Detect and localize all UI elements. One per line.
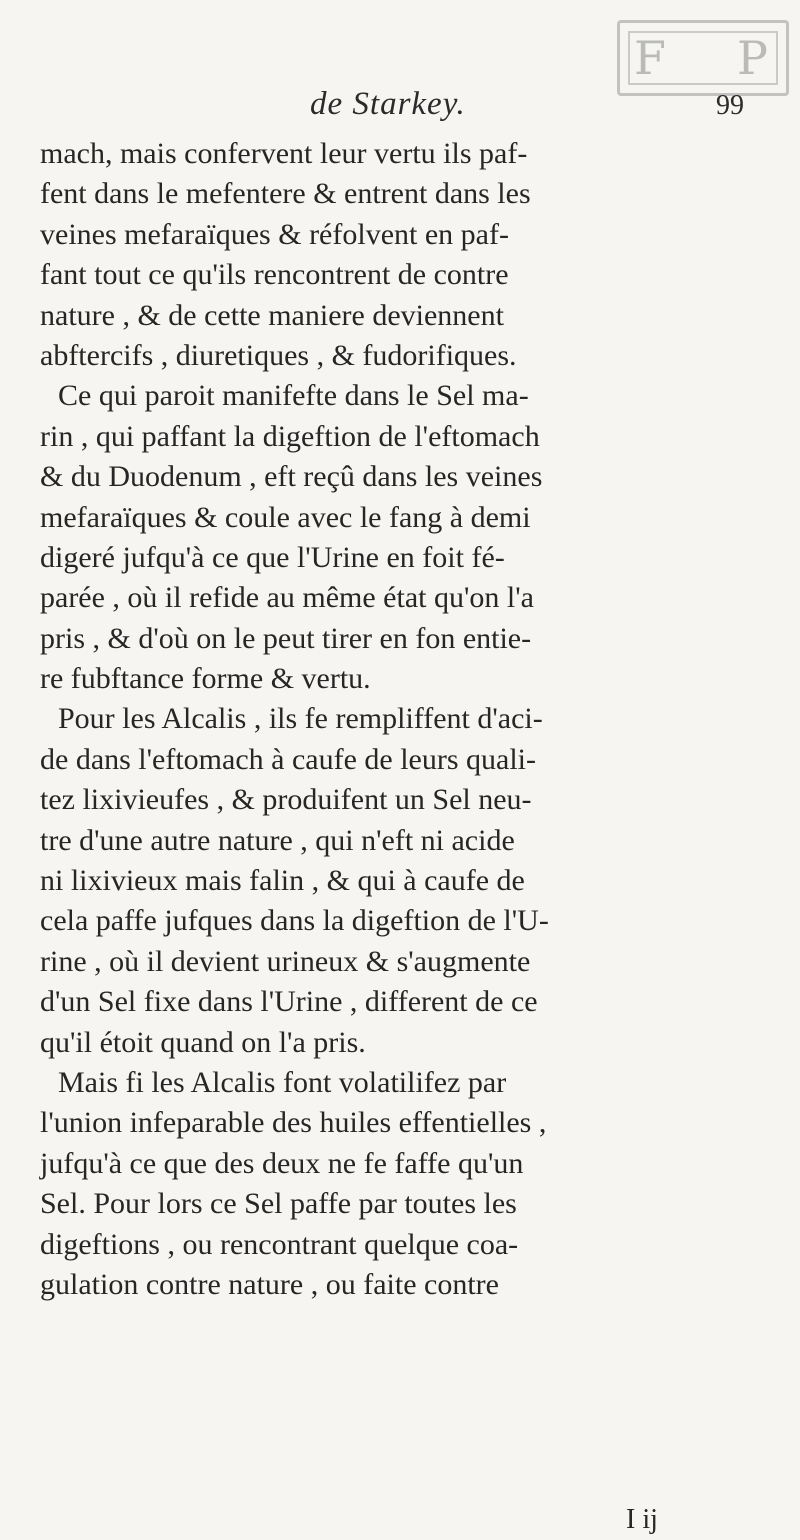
paragraph-start-line: Pour les Alcalis , ils fe rempliffent d'aci- bbox=[58, 702, 543, 736]
text-line: pris , & d'où on le peut tirer en fon entie- bbox=[40, 621, 532, 655]
text-line: digeré jufqu'à ce que l'Urine en foit fé- bbox=[40, 540, 505, 574]
text-line: tre d'une autre nature , qui n'eft ni acide bbox=[40, 823, 515, 857]
text-line: re fubftance forme & vertu. bbox=[40, 662, 371, 696]
text-line: Sel. Pour lors ce Sel paffe par toutes les bbox=[40, 1187, 517, 1221]
running-title: de Starkey. bbox=[310, 86, 466, 122]
text-line: & du Duodenum , eft reçû dans les veines bbox=[40, 460, 543, 494]
stamp-letter-right: P bbox=[737, 31, 768, 85]
body-text bbox=[40, 134, 780, 1305]
paragraph-start-line: Ce qui paroit manifefte dans le Sel ma- bbox=[58, 379, 529, 413]
text-line: mefaraïques & coule avec le fang à demi bbox=[40, 500, 531, 534]
text-line: mach, mais confervent leur vertu ils paf- bbox=[40, 137, 528, 170]
text-line: parée , où il refide au même état qu'on l'a bbox=[40, 581, 534, 615]
text-line: ni lixivieux mais falin , & qui à caufe de bbox=[40, 864, 525, 898]
library-stamp bbox=[617, 20, 789, 96]
text-line: abftercifs , diuretiques , & fudorifiques. bbox=[40, 338, 517, 372]
text-line: jufqu'à ce que des deux ne fe faffe qu'un bbox=[40, 1146, 524, 1180]
text-line: tez lixivieufes , & produifent un Sel neu- bbox=[40, 783, 532, 817]
running-head bbox=[0, 86, 800, 130]
text-line: gulation contre nature , ou faite contre bbox=[40, 1267, 499, 1301]
text-line: fant tout ce qu'ils rencontrent de contre bbox=[40, 258, 509, 292]
text-line: nature , & de cette maniere deviennent bbox=[40, 298, 504, 332]
text-line: rin , qui paffant la digeftion de l'eftomach bbox=[40, 419, 540, 453]
text-line: de dans l'eftomach à caufe de leurs quali- bbox=[40, 742, 537, 776]
text-line: fent dans le mefentere & entrent dans les bbox=[40, 177, 531, 211]
text-line: digeftions , ou rencontrant quelque coa- bbox=[40, 1227, 519, 1261]
text-line: qu'il étoit quand on l'a pris. bbox=[40, 1025, 366, 1059]
text-line: d'un Sel fixe dans l'Urine , different de ce bbox=[40, 985, 538, 1019]
text-line: l'union infeparable des huiles effentielles , bbox=[40, 1106, 547, 1140]
text-line: veines mefaraïques & réfolvent en paf- bbox=[40, 217, 509, 251]
paragraph-start-line: Mais fi les Alcalis font volatilifez par bbox=[58, 1065, 507, 1099]
signature-mark: I ij bbox=[626, 1504, 658, 1535]
text-line: rine , où il devient urineux & s'augmente bbox=[40, 944, 531, 978]
page-number: 99 bbox=[716, 90, 744, 121]
stamp-letter-left: F bbox=[634, 31, 666, 85]
text-line: cela paffe jufques dans la digeftion de l'U- bbox=[40, 904, 549, 938]
